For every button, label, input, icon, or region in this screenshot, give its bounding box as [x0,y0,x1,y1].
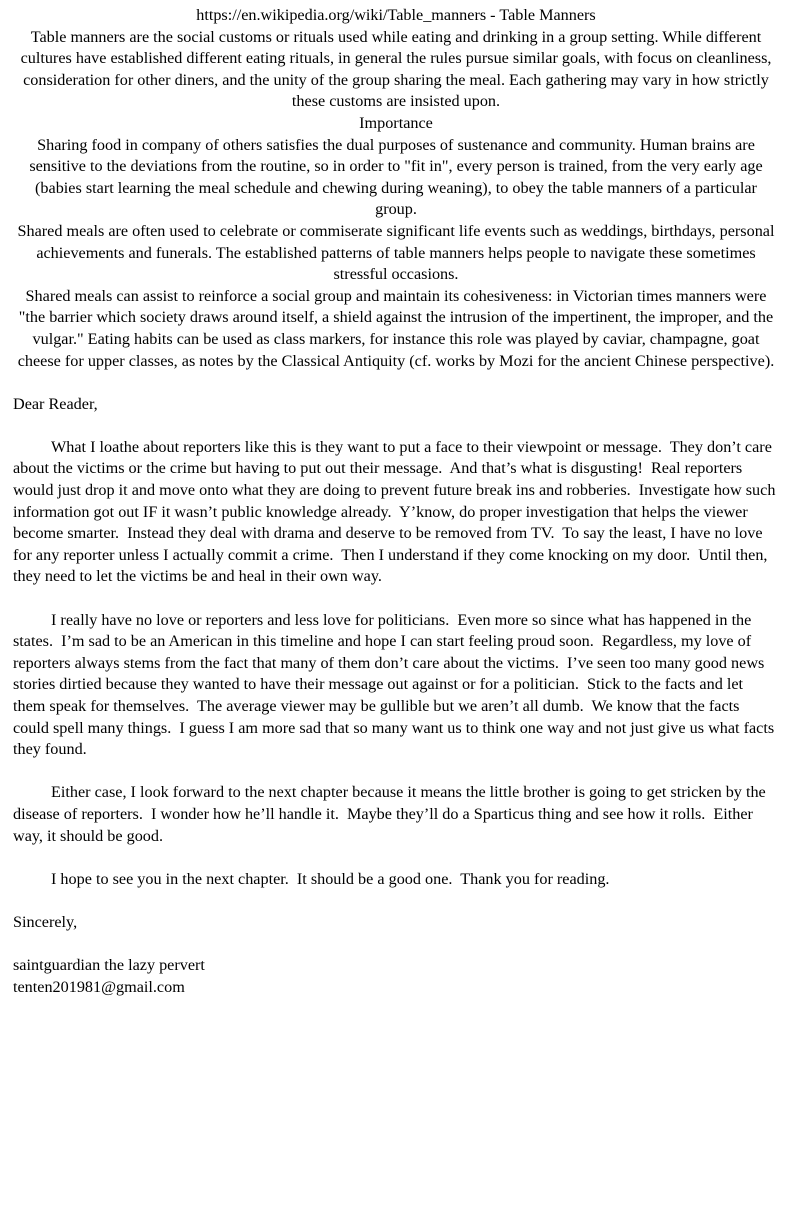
source-line: https://en.wikipedia.org/wiki/Table_manners - Table Manners [196,6,596,24]
signature-email: tenten201981@gmail.com [13,977,185,996]
letter-paragraph-4: I hope to see you in the next chapter. It should be a good one. Thank you for reading. [51,869,610,888]
importance-paragraph-2: Shared meals are often used to celebrate or commiserate significant life events such as weddings, birthdays, personal achievements and funerals. The established patterns of table manners helps people to navigate these sometimes stressful occasions. [17,221,779,284]
closing: Sincerely, [13,912,78,931]
header-block [13,5,779,372]
letter-paragraph-1: What I loathe about reporters like this is they want to put a face to their viewpoint or message. They don’t care about the victims or the crime but having to put out their message. And that’s what is disgusting! Real reporters would just drop it and move onto what they are doing to prevent future break ins and robberies. Investigate how such information got out IF it wasn’t public knowledge already. Y’know, do proper investigation that helps the viewer become smarter. Instead they deal with drama and deserve to be removed from TV. To say the least, I have no love for any reporter unless I actually commit a crime. Then I understand if they come knocking on my door. Until then, they need to let the victims be and heal in their own way. [13,437,780,586]
letter-block [13,394,779,999]
letter-paragraph-3: Either case, I look forward to the next chapter because it means the little brother is going to get stricken by the disease of reporters. I wonder how he’ll handle it. Maybe they’ll do a Sparticus thing and see how it rolls. Either way, it should be good. [13,783,770,845]
salutation: Dear Reader, [13,394,98,413]
importance-heading: Importance [359,113,433,132]
importance-paragraph-1: Sharing food in company of others satisfies the dual purposes of sustenance and community. Human brains are sensitive to the deviations from the routine, so in order to "fit in", every person is trained, from the very early age (babies start learning the meal schedule and chewing during weaning), to obey the table manners of a particular group. [29,135,767,219]
intro-paragraph: Table manners are the social customs or rituals used while eating and drinking in a group setting. While different cultures have established different eating rituals, in general the rules pursue similar goals, with focus on cleanliness, consideration for other diners, and the unity of the group sharing the meal. Each gathering may vary in how strictly these customs are insisted upon. [20,27,776,111]
importance-paragraph-3: Shared meals can assist to reinforce a social group and maintain its cohesiveness: in Victorian times manners were "the barrier which society draws around itself, a shield against the intrusion of the impertinent, the improper, and the vulgar." Eating habits can be used as class markers, for instance this role was played by caviar, champagne, goat cheese for upper classes, as notes by the Classical Antiquity (cf. works by Mozi for the ancient Chinese perspective). [17,286,778,370]
signature-name: saintguardian the lazy pervert [13,956,205,975]
letter-paragraph-2: I really have no love or reporters and less love for politicians. Even more so since what has happened in the states. I’m sad to be an American in this timeline and hope I can start feeling proud soon. Regardless, my love of reporters always stems from the fact that many of them don’t care about the victims. I’ve seen too many good news stories dirtied because they wanted to have their message out against or for a politician. Stick to the facts and let them speak for themselves. The average viewer may be gullible but we aren’t all dumb. We know that the facts could spell many things. I guess I am more sad that so many want us to think one way and not just give us what facts they found. [13,610,779,759]
